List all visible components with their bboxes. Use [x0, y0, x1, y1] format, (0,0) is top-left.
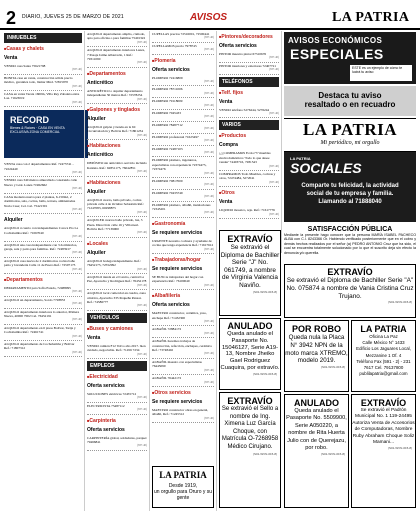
classified-column-3 [152, 31, 214, 423]
subcategory-title: ■ Habitaciones [87, 180, 147, 186]
classified-ad: ALQUILO una casa independiente con 3 dormitorios, garaje, sala y patio para familias. Ref.: 72483917 (837-40) [4, 242, 82, 258]
subcategory-title: ■ Electricidad [87, 374, 147, 380]
notice-title: ANULADO [294, 398, 339, 408]
classified-ad: ALBAÑIL hacemos trabajos de construcción, refacción, enchapes, cerámica Ref.: 73748402 (837-40) [152, 338, 214, 359]
promo-line-2: un orgullo para Oruro y su gente [153, 489, 213, 501]
subcategory-title: ■ Carpintería [87, 418, 147, 424]
notice-body: Se extravió el Diploma de Bachiller Serie "A" No. 075874 a nombre de Vania Cristina Cruz Trujano. [286, 277, 414, 300]
subcategory-title: ■ Habitaciones [87, 143, 147, 149]
classified-ad: ALQUILO departamento de Cochabamba y Bolívar Ref.: 71807312 (837-40) [4, 341, 82, 357]
classified-ad: ALQUILO 4 cuarto con independientes Cotoca Pto La Cochabamba Ref.: 71067040 (837-40) [4, 225, 82, 241]
promo-line-1: Desde 1919, [168, 483, 198, 489]
classified-ad: VENDO teléfono 5276244, 5276244 (837-40) [219, 107, 279, 119]
classified-ad: VENDO casa 340 metros amurallado construido calle Nuevo y Gral. Lanza 71962662 (837-40) [4, 177, 82, 193]
notice-code: (S01-WVN-015-8) [387, 446, 412, 451]
extravio-notice [351, 394, 416, 508]
notice-title: EXTRAVÍO [227, 396, 273, 406]
publication-date: DIARIO, JUEVES 25 DE MARZO DE 2021 [22, 14, 124, 20]
especiales-title-1: AVISOS ECONÓMICOS [288, 36, 383, 45]
subcategory-title: ■ Otros [219, 190, 279, 196]
classified-ad: COMPRAMOS Todo Muebles, cocinas y otros, 72474484, 5272041 (837-40) [219, 171, 279, 187]
category-header: INMUEBLES [4, 33, 82, 43]
subsection-title: Alquiler [87, 116, 106, 123]
classified-ad: VENTA casa con 2 departamentos Ref. 72475741 - 72224440 (837-40) [4, 161, 82, 177]
classified-ad: PLOMERO profesional 71623497 (837-40) [152, 134, 214, 146]
notice-title: EXTRAVÍO [327, 267, 373, 277]
subcategory-title: ■ Otros servicios [152, 390, 214, 396]
classified-ad: CUPELLAMOS precio 7978745 (837-40) [152, 43, 214, 55]
notice-code: (S01-WVN-015-8) [252, 371, 277, 376]
subsection-title: Oferta servicios [87, 383, 125, 390]
la-patria-banner [284, 118, 416, 152]
especiales-note: ESTE es un ejemplo de cómo te lucirá tu aviso [350, 65, 412, 81]
classified-ad: PLOMERO 70435749 (837-40) [152, 190, 214, 202]
subcategory-title: ■ Plomería [152, 58, 214, 64]
subsection-title: Oferta servicios [152, 302, 190, 309]
promo-title: LA PATRIA [159, 470, 207, 480]
classified-ad: ¿¿¿COMPRAMOS Ecolo??? muebles electrodomésticos 'Todo lo que desee vender' 74403716, 7281543 (837-40) [219, 150, 279, 171]
column-separator [84, 31, 85, 511]
extravio-notice [219, 392, 281, 508]
subcategory-title: ■ Departamentos [4, 277, 82, 283]
notice-body: Se extravió el Sello a nombre de Ing. Ximena Luz García Choque, con Matrícula O-7268958 Médico Cirujano. [221, 406, 279, 450]
classified-column-1 [4, 31, 82, 357]
classified-ad: ALQUILO galpón y tienda en la 6C Circunvalación y Bolivia Ref.: 71801234 (837-40) [87, 124, 147, 140]
classified-ad: VENDO casa Santa 75621798 (837-40) [4, 63, 82, 75]
classified-ad: ALBAÑIL 72884172 (837-40) [152, 326, 214, 338]
subsection-title: Venta [4, 55, 18, 61]
notice-code: (S01-WVN-015-8) [320, 365, 345, 370]
subcategory-title: ■ Gastronomía [152, 221, 214, 227]
category-header: VARIOS [219, 120, 279, 130]
record-real-estate-ad [4, 110, 88, 158]
subsection-title: Oferta servicios [152, 66, 190, 73]
robo-notice [284, 320, 349, 392]
subcategory-title: ■ Albañilería [152, 293, 214, 299]
classified-ad: PLOMERO plomero, albañil, instalaciones 72345201 (837-40) [152, 202, 214, 218]
la-patria-office-notice [351, 320, 416, 392]
satisfaccion-publica-notice [284, 226, 416, 262]
anulado-notice [219, 318, 281, 390]
classified-ad: PINTOR maestro pintor 67510676 (837-40) [219, 51, 279, 63]
notice-code: (S01-WVN-015-8) [252, 451, 277, 456]
avisos-especiales-banner [284, 32, 416, 84]
extravio-notice [284, 264, 416, 318]
classified-ad: ALQUILO bodega independiente. Ref.: 76452175, 72552992 (837-40) [87, 258, 147, 274]
subcategory-title: ■ Locales [87, 241, 147, 247]
classified-ad: PINTOR interiores y exteriores 72407721 (837-40) [219, 63, 279, 75]
anulado-notice [284, 394, 349, 508]
notice-title: EXTRAVÍO [227, 234, 273, 244]
classified-ad: ELECTRICISTA 75487112 (837-40) [87, 403, 147, 415]
classified-ad: SOLUCIONES eléctricas 72455712 (837-40) [87, 391, 147, 403]
subsection-title: Anticrético [87, 152, 114, 159]
page-header [0, 0, 420, 30]
newspaper-brand: LA PATRIA [332, 10, 410, 25]
classified-ad: ALBAÑIL 76442172 (837-40) [152, 375, 214, 387]
classified-ad: ALQUILO un departamento, Sordo 7728853 (837-40) [4, 297, 82, 309]
column-separator [216, 31, 217, 511]
especiales-title-2: ESPECIALES [290, 46, 384, 62]
subsection-title: Venta [219, 98, 233, 105]
subsection-title: Se requiere servicios [152, 266, 203, 272]
la-patria-promo-box [152, 466, 214, 508]
subsection-title: Oferta servicios [87, 426, 125, 433]
notice-title: LA PATRIA [360, 324, 407, 334]
category-header: EMPLEOS [87, 361, 147, 371]
notice-body: Queda anulado el Pasaporte No. 15046127, Serie A19-13, Nombre Jheiko Gael Rodriguez Cuaquira, por extravío. [220, 331, 280, 371]
subsection-title: Venta [87, 334, 101, 341]
classified-ad: ALQUILO casa nueva de 2 dormitorios cocina baño patio y lavandería Calle 11 de Enero Ref.: 72507173 (837-40) [4, 258, 82, 274]
sociales-title: SOCIALES [290, 160, 362, 176]
subsection-title: Se requiere servicios [152, 398, 203, 405]
classified-ad: ALQUILO departamento amplio, cómodo, apto para oficina o para familias 75401322 (837-40) [87, 31, 147, 47]
subsection-title: Alquiler [87, 249, 106, 256]
sociales-brand: LA PATRIA [290, 156, 311, 161]
la-patria-slogan: Mi periódico, mi orgullo [320, 140, 380, 146]
subsection-title: Oferta servicios [219, 43, 257, 49]
classified-ad: CARPINTERÍA global, soldaduras, parquet 79466841 (837-40) [87, 435, 147, 451]
classified-ad: PLOMERO 72416809 (837-40) [152, 75, 214, 87]
notice-title: POR ROBO [291, 324, 341, 334]
subsection-title: Alquiler [4, 217, 23, 224]
classified-ad: BONITA casa en venta, construcción sólida precio módico, garantiza todo, llamar Mnd. 72815970 (837-40) [4, 75, 82, 91]
classified-ad: ALQUILO local comercial en cuadra, zona céntrica, Ayacucho 335 Pequeña Pensar. Ref.: 74586777 (837-40) [87, 290, 147, 311]
extravio-notice [219, 230, 281, 316]
classified-ad: PLOMERO 7045433 (837-40) [152, 110, 214, 122]
page-number: 2 [6, 8, 17, 28]
subcategory-title: ■ Casas y chalets [4, 46, 82, 52]
subsection-title: Compra [219, 142, 238, 149]
classified-ad: CASA en venta Tarata 1600m, Villa Rey Zabaleta entre Laz. 71623019 (837-40) [4, 91, 82, 107]
classified-ad: ALQUILER cuartos baño privado, luz, 3 Pieza. Dirección: calle 16 y Villarreal. Bolivia Ref.: 77139000 (837-40) [87, 217, 147, 238]
classified-ad: ALBAÑIL maestro con especialistas 76445090 (837-40) [152, 359, 214, 375]
notice-body: Queda anulado el Pasaporte No. 5509900, Serie A050220, a nombre de Rita Huerta Julio con de Querejazu, por robo. [286, 408, 347, 452]
classified-ad: VENDO camión F12 Volvo año 2017. bien cuidado, negociable. Ref.: 71456 7234 (837-40) [87, 343, 147, 359]
classified-ad: PLOMERO 70817000 (837-40) [152, 178, 214, 190]
notice-title: ANULADO [227, 321, 273, 331]
subsection-title: Venta [219, 199, 233, 206]
classified-ad: CASA moderna nueva para 2 plantas, 6-150m2, 2 dormitorios, sala, cocina, baño, terraza, ambientadas Noria Casa; Cel. Cel. 75421301 (837-40) [4, 194, 82, 215]
header-rule [0, 28, 420, 30]
classified-column-2 [87, 31, 147, 451]
subcategory-title: ■ Departamentos [87, 71, 147, 77]
notice-code: (S01-WVN-015-8) [387, 300, 412, 305]
classified-ad: CUPELLAS precios 72516001, 72500441 (837-40) [152, 31, 214, 43]
classified-ad: PLOMERO 78711006 (837-40) [152, 86, 214, 98]
notice-body: Queda nula la Placa N° 3942 NPN de la moto marca XTREMO, modelo 2019. [285, 334, 348, 365]
category-header: TELÉFONOS [219, 77, 279, 87]
subcategory-title: ■ Trabajadoras/hogar [152, 257, 214, 263]
subsection-title: Alquiler [87, 188, 106, 195]
classified-ad: LIQUIDO mosaico, reja. Ref.: 71617776 (837-40) [219, 207, 279, 219]
classified-ad: MAESTRO constructor obras en general, albañil, Ref.: 71245312 (837-40) [152, 407, 214, 423]
classified-ad: ALQUILO cuarto, baño privado, cocina privada calle 4 de Octubre Sebastián Ref.: 71247083, 60298875 (837-40) [87, 197, 147, 218]
subcategory-title: ■ Buses y camiones [87, 326, 147, 332]
section-title: AVISOS [190, 12, 228, 23]
classified-ad: DEPÓSITO sin anticrético servicio incluido Kantuta. Ref.: 62851175, 76042851 (837-40) [87, 160, 147, 176]
sociales-banner [284, 152, 416, 222]
sociales-body: Comparte tu felicidad, la actividad social de tu empresa y familia. Llamando al 71888040 [301, 183, 399, 205]
classified-ad: PLOMERO 78487712 (837-40) [152, 122, 214, 134]
classified-column-4 [219, 31, 279, 219]
classified-ad: ALQUILO departamento interiores Lanza, 7 Pasaje Jaime Albarracín, 1 Ref.: 79311090 (837-40) [87, 47, 147, 68]
classified-ad: PLOMERO 72487103 (837-40) [152, 146, 214, 158]
notice-body: Se extravió el Padrón Municipal No. 1 119-24495 Autoriza Venta de Accesorios de Computadoras, Nombre Ruby Abraham Choque Soliz Mamani... [352, 408, 415, 446]
notice-body: Oficina La Paz Calle México N° 1433 Edificio Los Jaguares Local, Mezzanine 1 Of. 4 Teléfono Fax (591 - 2) - 231 7617 Cel. 79137800 publilapatria@gmail.com [356, 334, 411, 377]
classified-ad: ALQUILO tienda en el Centro, central La Paz, Ayacucho y Rodríguez Ref.: 76452178 (837-40) [87, 274, 147, 290]
subcategory-title: ■ Telf. fijos [219, 90, 279, 96]
classified-ad: ALQUILO departamento en 6 pisos Bolivar, Tarija y Cochabamba Ref.: 72461741 (837-40) [4, 325, 82, 341]
subsection-title: Anticrético [87, 79, 114, 86]
classified-ad: PLOMERO 79118009 (837-40) [152, 98, 214, 110]
column-separator [281, 31, 282, 253]
notice-body: Se extravió el Diploma de Bachiller Serie "J" No. 061749, a nombre de Virginia Valencia Naviño. [220, 244, 280, 289]
destaca-line-2: resaltado o en recuadro [304, 100, 396, 109]
classified-ad: MAESTRO constructor, cerámica, yeso, enchape Ref.: 71432300 (837-40) [152, 310, 214, 326]
notice-code: (S01-WVN-015-8) [252, 289, 277, 294]
classified-ad: DEPARTAMENTO para Sofía Estado, 72488095 (837-40) [4, 285, 82, 297]
notice-title: SATISFACCIÓN PÚBLICA [307, 226, 393, 233]
destaca-aviso-banner [284, 86, 416, 116]
record-subtitle: Bienes & Raíces · CASA EN VENTA EXCLUSIVA ZONA COMERCIAL [10, 126, 65, 135]
destaca-line-1: Destaca tu aviso [318, 91, 382, 100]
classified-ad: URGENTE necesito cocinera y ayudante de cocina que tenga experiencia Ref.: 71617612 (837-40) [152, 238, 214, 254]
notice-code: (S01-WVN-015-8) [320, 452, 345, 457]
la-patria-title: LA PATRIA [302, 120, 398, 139]
column-separator [149, 31, 150, 511]
subcategory-title: ■ Pintores/decoradores [219, 34, 279, 40]
notice-title: EXTRAVÍO [360, 398, 407, 408]
classified-ad: SE BUSCA trabajadora del hogar con experiencia Ref.: 76100040 (837-40) [152, 274, 214, 290]
subsection-title: Se requiere servicios [152, 229, 203, 236]
classified-ad: ANTICRÉTICO o alquiler departamento independiente 50 metros Ref.: 72578254 (837-40) [87, 88, 147, 104]
notice-body: Mediante la presente hago conocer que la persona MARÍA ISABEL PACHECO ALBA con C.I. 8243366 Or. Habiendo verificado posteriormente que en el cobro y demás hechos realizados por el señor (a) PEDRO ANTONIO Cruz que ha sido, el cual se encuentra totalmente solucionado por lo que el suscrito deja sin efecto la denuncia y/o querella. [284, 233, 416, 255]
record-title: RECORD [10, 115, 50, 126]
classified-ad: ALQUILO departamento interiores lo anterior, Primera Nueva, 40000 7002 Cel. 76452191 (837-40) [4, 309, 82, 325]
subcategory-title: ■ Galpones y tinglados [87, 107, 147, 113]
category-header: VEHÍCULOS [87, 313, 147, 323]
subcategory-title: ■ Productos [219, 133, 279, 139]
classified-ad: PLOMERO plomero, ingenieros, especialistas con experiencia 72374475, 72374476 (837-40) [152, 157, 214, 178]
